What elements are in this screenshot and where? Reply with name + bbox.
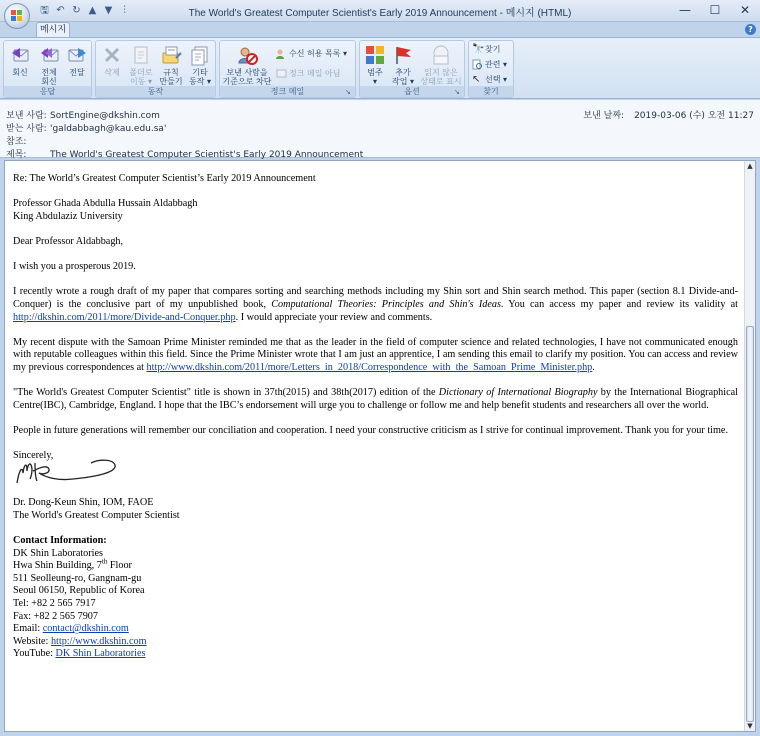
website-line: Website: http://www.dkshin.com — [13, 635, 147, 647]
scroll-down-arrow-icon[interactable]: ▼ — [747, 722, 753, 730]
tel-line: Tel: +82 2 565 7917 — [13, 598, 96, 609]
move-to-folder-button[interactable]: 폴더로 이동 ▾ — [126, 44, 156, 86]
find-button[interactable]: 🔭찾기 — [472, 44, 501, 55]
handwritten-signature — [13, 455, 123, 489]
office-button[interactable] — [4, 3, 30, 29]
lab-name: DK Shin Laboratories — [13, 547, 103, 559]
greeting: Dear Professor Aldabbagh, — [13, 235, 124, 247]
email-link[interactable]: contact@dkshin.com — [42, 623, 129, 635]
cc-row — [6, 134, 50, 147]
up-arrow-icon[interactable]: ▲ — [88, 5, 97, 16]
sent-label: 보낸 날짜: — [583, 111, 625, 121]
youtube-line: YouTube: DK Shin Laboratories — [13, 648, 146, 660]
ribbon — [0, 37, 760, 99]
delete-button[interactable]: 삭제 — [97, 44, 127, 77]
fax-line: Fax: +82 2 565 7907 — [13, 610, 98, 622]
reply-icon — [9, 44, 31, 66]
office-logo-icon — [11, 10, 23, 22]
sender-title: The World's Greatest Computer Scientist — [13, 509, 180, 521]
follow-up-flag-icon — [392, 44, 414, 66]
group-options — [359, 40, 465, 98]
paragraph-closing: People in future generations will remember our conciliation and cooperation. I need your constructive criticism as I strive for continual improvement. Thank you for your time. — [13, 424, 728, 436]
save-icon[interactable]: 🖫 — [40, 5, 49, 16]
reply-all-icon — [38, 44, 60, 66]
group-respond — [3, 40, 92, 98]
mark-unread-button[interactable]: 읽지 않은 상태로 표시 — [418, 44, 464, 86]
close-button[interactable]: ✕ — [739, 3, 751, 17]
select-button[interactable]: ↖ 선택 ▾ — [472, 74, 508, 85]
group-find — [468, 40, 514, 98]
to-row — [6, 121, 166, 134]
other-actions-button[interactable]: 기타 동작 ▾ — [185, 44, 215, 86]
ribbon-tab-row — [0, 22, 760, 37]
group-junk-mail — [219, 40, 356, 98]
website-link[interactable]: http://www.dkshin.com — [50, 635, 147, 647]
not-junk-button[interactable]: 정크 메일 아님 — [276, 67, 340, 81]
contact-heading: Contact Information: — [13, 535, 107, 547]
create-rule-button[interactable]: 규칙 만들기 — [156, 44, 186, 86]
reply-all-button[interactable]: 전체 회신 — [34, 44, 64, 86]
move-to-folder-icon — [130, 44, 152, 66]
window-controls — [670, 0, 760, 20]
paragraph-title: "The World's Greatest Computer Scientist" title is shown in 37th(2015) and 38th(2017) edition of the Dictionary of International Biography by the International Biographical Centre(IBC), Cambridge, England. I hope that the IBC’s endorsement will urge you to challenge or follow me and help benefit students and researchers all over the world. — [13, 387, 738, 411]
subject-row — [6, 147, 363, 160]
message-body-pane[interactable] — [4, 160, 756, 732]
subject-label: 제목: — [6, 150, 27, 160]
cursor-icon: ↖ — [472, 74, 481, 85]
re-line: Re: The World’s Greatest Computer Scientist’s Early 2019 Announcement — [13, 173, 316, 184]
title-bar — [0, 0, 760, 22]
dictionary-title: Dictionary of International Biography — [438, 387, 598, 399]
message-body — [13, 173, 738, 661]
paper-link[interactable]: http://dkshin.com/2011/more/Divide-and-Conquer.php — [13, 311, 236, 323]
group-label-options: 옵션 — [360, 86, 464, 97]
related-button[interactable]: 관련 ▾ — [472, 58, 507, 72]
undo-icon[interactable]: ↶ — [56, 5, 65, 16]
categorize-button[interactable]: 범주 ▾ — [360, 44, 390, 86]
redo-icon[interactable]: ↻ — [72, 5, 81, 16]
address-line-1: Hwa Shin Building, 7th Floor — [13, 557, 132, 572]
sent-row — [573, 108, 754, 121]
junk-dialog-launcher-icon[interactable]: ↘ — [345, 88, 351, 96]
minimize-button[interactable]: — — [679, 3, 691, 17]
binoculars-icon: 🔭 — [472, 44, 485, 55]
down-arrow-icon[interactable]: ▼ — [104, 5, 113, 16]
window-title: The World's Greatest Computer Scientist's Early 2019 Announcement - 메시지 (HTML) — [188, 8, 572, 19]
options-dialog-launcher-icon[interactable]: ↘ — [454, 88, 460, 96]
related-icon — [472, 59, 483, 70]
forward-button[interactable]: 전달 — [62, 44, 92, 77]
help-icon[interactable]: ? — [745, 24, 756, 35]
safe-list-icon — [276, 48, 287, 59]
block-sender-button[interactable]: 보낸 사람을 기준으로 차단 — [220, 44, 274, 86]
group-actions — [95, 40, 216, 98]
other-actions-icon — [189, 44, 211, 66]
closing: Sincerely, — [13, 450, 54, 462]
create-rule-icon — [160, 44, 182, 66]
group-label-junk-mail: 정크 메일 — [220, 86, 355, 97]
subject-value: The World's Greatest Computer Scientist's Early 2019 Announcement — [50, 150, 364, 160]
from-value[interactable]: SortEngine@dkshin.com — [50, 111, 160, 121]
wish-line: I wish you a prosperous 2019. — [13, 261, 136, 273]
message-header — [0, 100, 760, 158]
customize-qat-icon[interactable]: ⫶ — [123, 5, 126, 16]
paragraph-dispute: My recent dispute with the Samoan Prime Minister reminded me that as the leader in the field of computer science and related technologies, I have not communicated enough with reputable colleagues within this field. Since the Prime Minister wrote that I am just an apprentice, I am sending this email to clarify my position. You can access and review my previous correspondences at http://www.dkshin.com/2011/more/Letters_in_2018/Correspondence_with_the_Samoan_Prime_Minister.php. — [13, 336, 738, 373]
paragraph-paper: I recently wrote a rough draft of my paper that compares sorting and searching methods including my Shin sort and Shin search method. This paper (section 8.1 Divide-and-Conquer) is the conclusive part of my unpublished book, Computational Theories: Principles and Shin's Ideas. You can access my paper and review its validity at http://dkshin.com/2011/more/Divide-and-Conquer.php. I would appreciate your review and comments. — [13, 286, 739, 323]
correspondence-link[interactable]: http://www.dkshin.com/2011/more/Letters_in_2018/Correspondence_with_the_Samoan_Prime_Minister.php — [146, 361, 593, 373]
scrollbar-thumb[interactable] — [746, 326, 754, 722]
book-title: Computational Theories: Principles and Shin's Ideas — [271, 298, 501, 310]
maximize-button[interactable]: ☐ — [709, 3, 721, 17]
safe-list-button[interactable]: 수신 허용 목록 ▾ — [276, 47, 347, 61]
vertical-scrollbar[interactable] — [744, 161, 755, 731]
group-label-find: 찾기 — [469, 86, 513, 97]
cc-label: 참조: — [6, 137, 27, 147]
tab-message[interactable]: 메시지 — [36, 22, 70, 37]
not-junk-icon — [276, 68, 287, 79]
follow-up-button[interactable]: 추가 작업 ▾ — [388, 44, 418, 86]
address-line-3: Seoul 06150, Republic of Korea — [13, 585, 145, 597]
mark-unread-icon — [430, 44, 452, 66]
group-label-respond: 응답 — [4, 86, 91, 97]
reply-button[interactable]: 회신 — [5, 44, 35, 77]
from-label: 보낸 사람: — [6, 111, 47, 121]
from-row — [6, 108, 160, 121]
to-label: 받는 사람: — [6, 124, 47, 134]
group-label-actions: 동작 — [96, 86, 215, 97]
scroll-up-arrow-icon[interactable]: ▲ — [747, 162, 753, 170]
youtube-link[interactable]: DK Shin Laboratories — [55, 648, 146, 660]
recipient-block: Professor Ghada Abdulla Hussain Aldabbagh King Abdulaziz University — [13, 198, 198, 222]
delete-icon — [101, 44, 123, 66]
address-line-2: 511 Seolleung-ro, Gangnam-gu — [13, 572, 142, 584]
sender-name: Dr. Dong-Keun Shin, IOM, FAOE — [13, 497, 154, 509]
sent-value: 2019-03-06 (수) 오전 11:27 — [634, 111, 754, 121]
to-value[interactable]: 'galdabbagh@kau.edu.sa' — [50, 124, 167, 134]
categorize-icon — [364, 44, 386, 66]
forward-icon — [66, 44, 88, 66]
block-sender-icon — [236, 44, 258, 66]
email-line: Email: contact@dkshin.com — [13, 623, 129, 635]
